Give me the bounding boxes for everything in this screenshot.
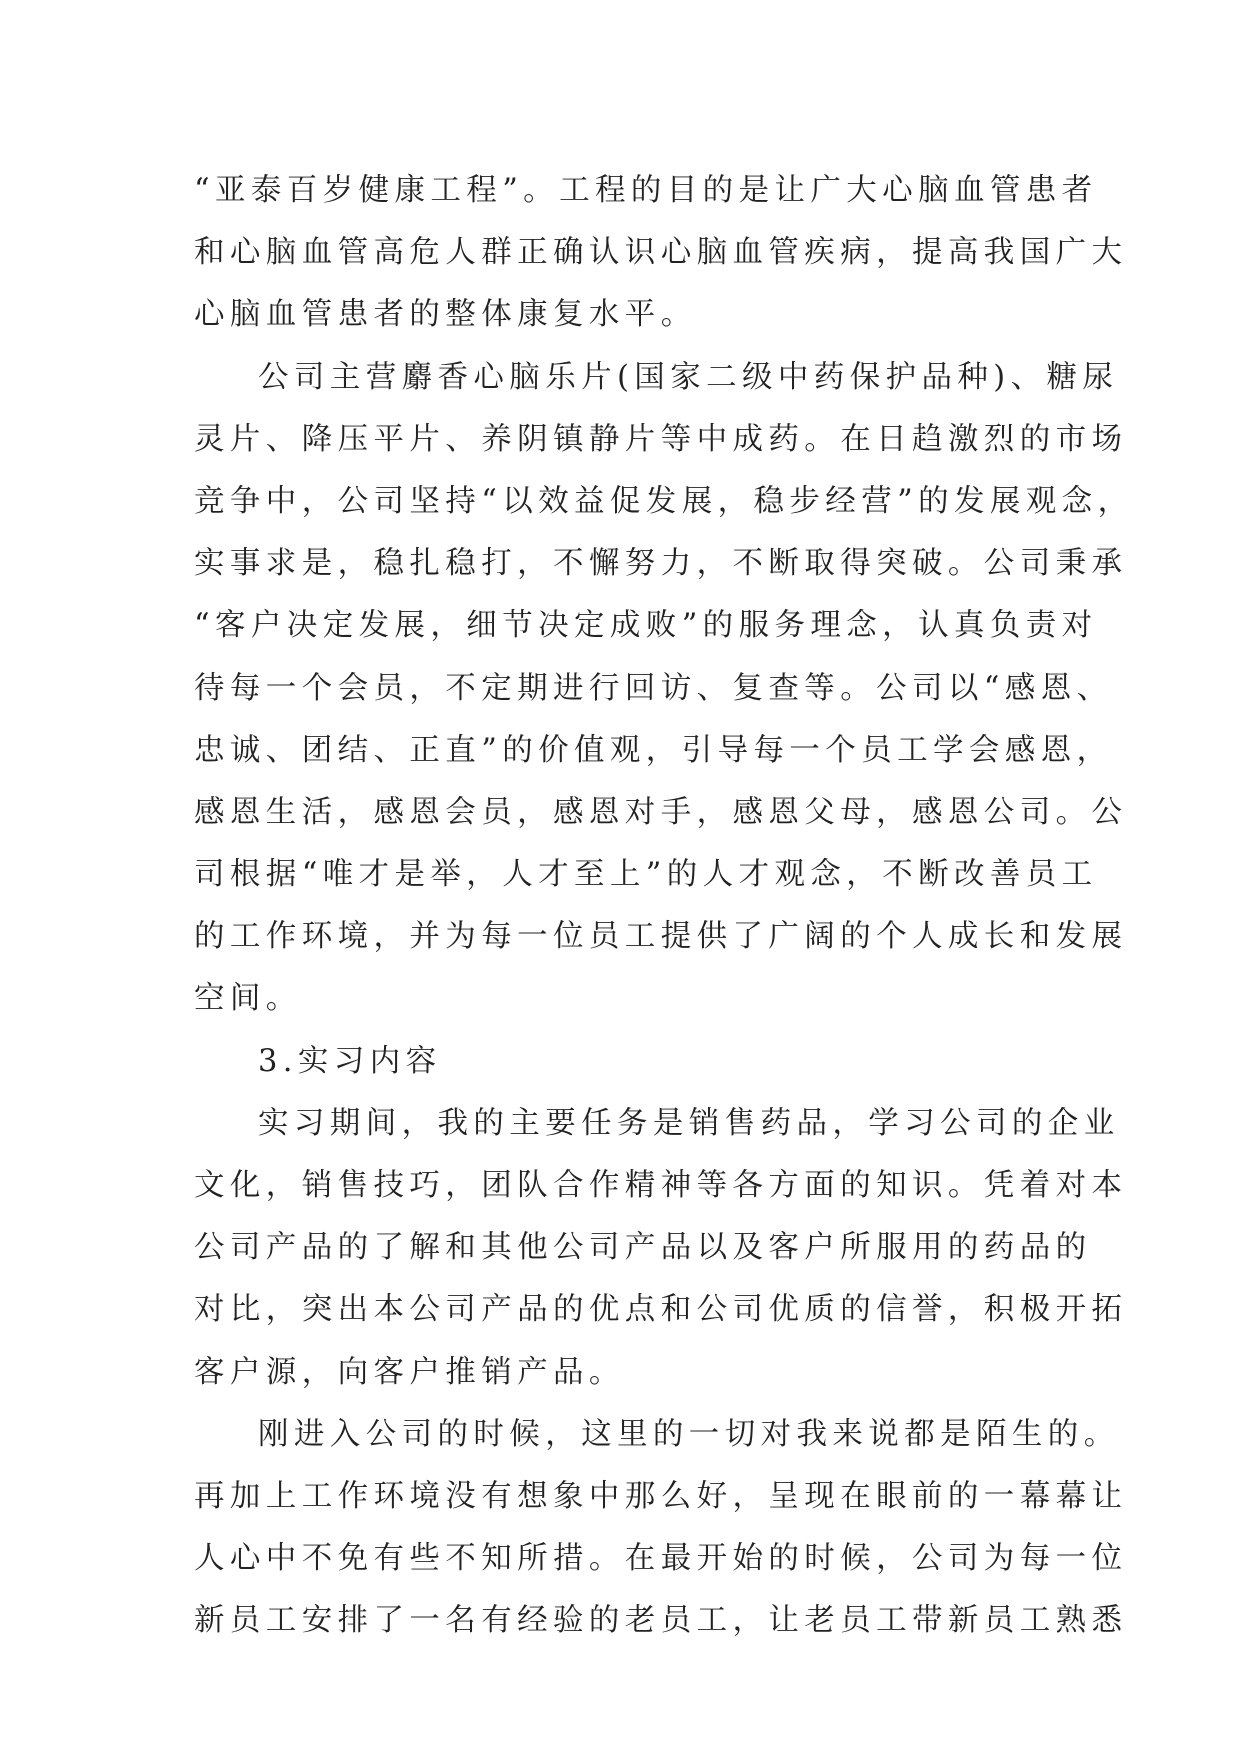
paragraph-line-1: “亚泰百岁健康工程”。工程的目的是让广大心脑血管患者 [194, 173, 1098, 208]
paragraph-line-18: 公司产品的了解和其他公司产品以及客户所服用的药品的 [194, 1230, 1092, 1266]
paragraph-line-11: 感恩生活，感恩会员，感恩对手，感恩父母，感恩公司。公 [194, 794, 1128, 830]
paragraph-line-6: 竞争中，公司坚持“以效益促发展，稳步经营”的发展观念， [194, 483, 1134, 519]
paragraph-line-13: 的工作环境，并为每一位员工提供了广阔的个人成长和发展 [194, 919, 1128, 955]
paragraph-line-12: 司根据“唯才是举，人才至上”的人才观念，不断改善员工 [194, 857, 1098, 893]
paragraph-line-23: 人心中不免有些不知所措。在最开始的时候，公司为每一位 [194, 1541, 1128, 1577]
body-text [194, 160, 1134, 1653]
paragraph-line-20: 客户源，向客户推销产品。 [194, 1354, 625, 1390]
paragraph-line-21: 刚进入公司的时候，这里的一切对我来说都是陌生的。 [258, 1416, 1120, 1452]
paragraph-line-24: 新员工安排了一名有经验的老员工，让老员工带新员工熟悉 [194, 1603, 1128, 1639]
paragraph-line-16: 实习期间，我的主要任务是销售药品，学习公司的企业 [258, 1105, 1120, 1141]
paragraph-line-10: 忠诚、团结、正直”的价值观，引导每一个员工学会感恩， [194, 732, 1113, 768]
paragraph-line-22: 再加上工作环境没有想象中那么好，呈现在眼前的一幕幕让 [194, 1478, 1128, 1514]
paragraph-line-7: 实事求是，稳扎稳打，不懈努力，不断取得突破。公司秉承 [194, 546, 1128, 582]
paragraph-line-3: 心脑血管患者的整体康复水平。 [194, 297, 697, 333]
paragraph-line-9: 待每一个会员，不定期进行回访、复查等。公司以“感恩、 [194, 670, 1113, 706]
paragraph-line-17: 文化，销售技巧，团队合作精神等各方面的知识。凭着对本 [194, 1168, 1128, 1203]
paragraph-line-14: 空间。 [194, 981, 302, 1017]
paragraph-line-4: 公司主营麝香心脑乐片(国家二级中药保护品种)、糖尿 [258, 359, 1119, 395]
section-heading: 3.实习内容 [258, 1043, 442, 1079]
paragraph-line-19: 对比，突出本公司产品的优点和公司优质的信誉，积极开拓 [194, 1292, 1128, 1328]
paragraph-line-5: 灵片、降压平片、养阴镇静片等中成药。在日趋激烈的市场 [194, 421, 1128, 457]
paragraph-line-2: 和心脑血管高危人群正确认识心脑血管疾病，提高我国广大 [194, 235, 1128, 271]
paragraph-line-8: “客户决定发展，细节决定成败”的服务理念，认真负责对 [194, 608, 1098, 644]
